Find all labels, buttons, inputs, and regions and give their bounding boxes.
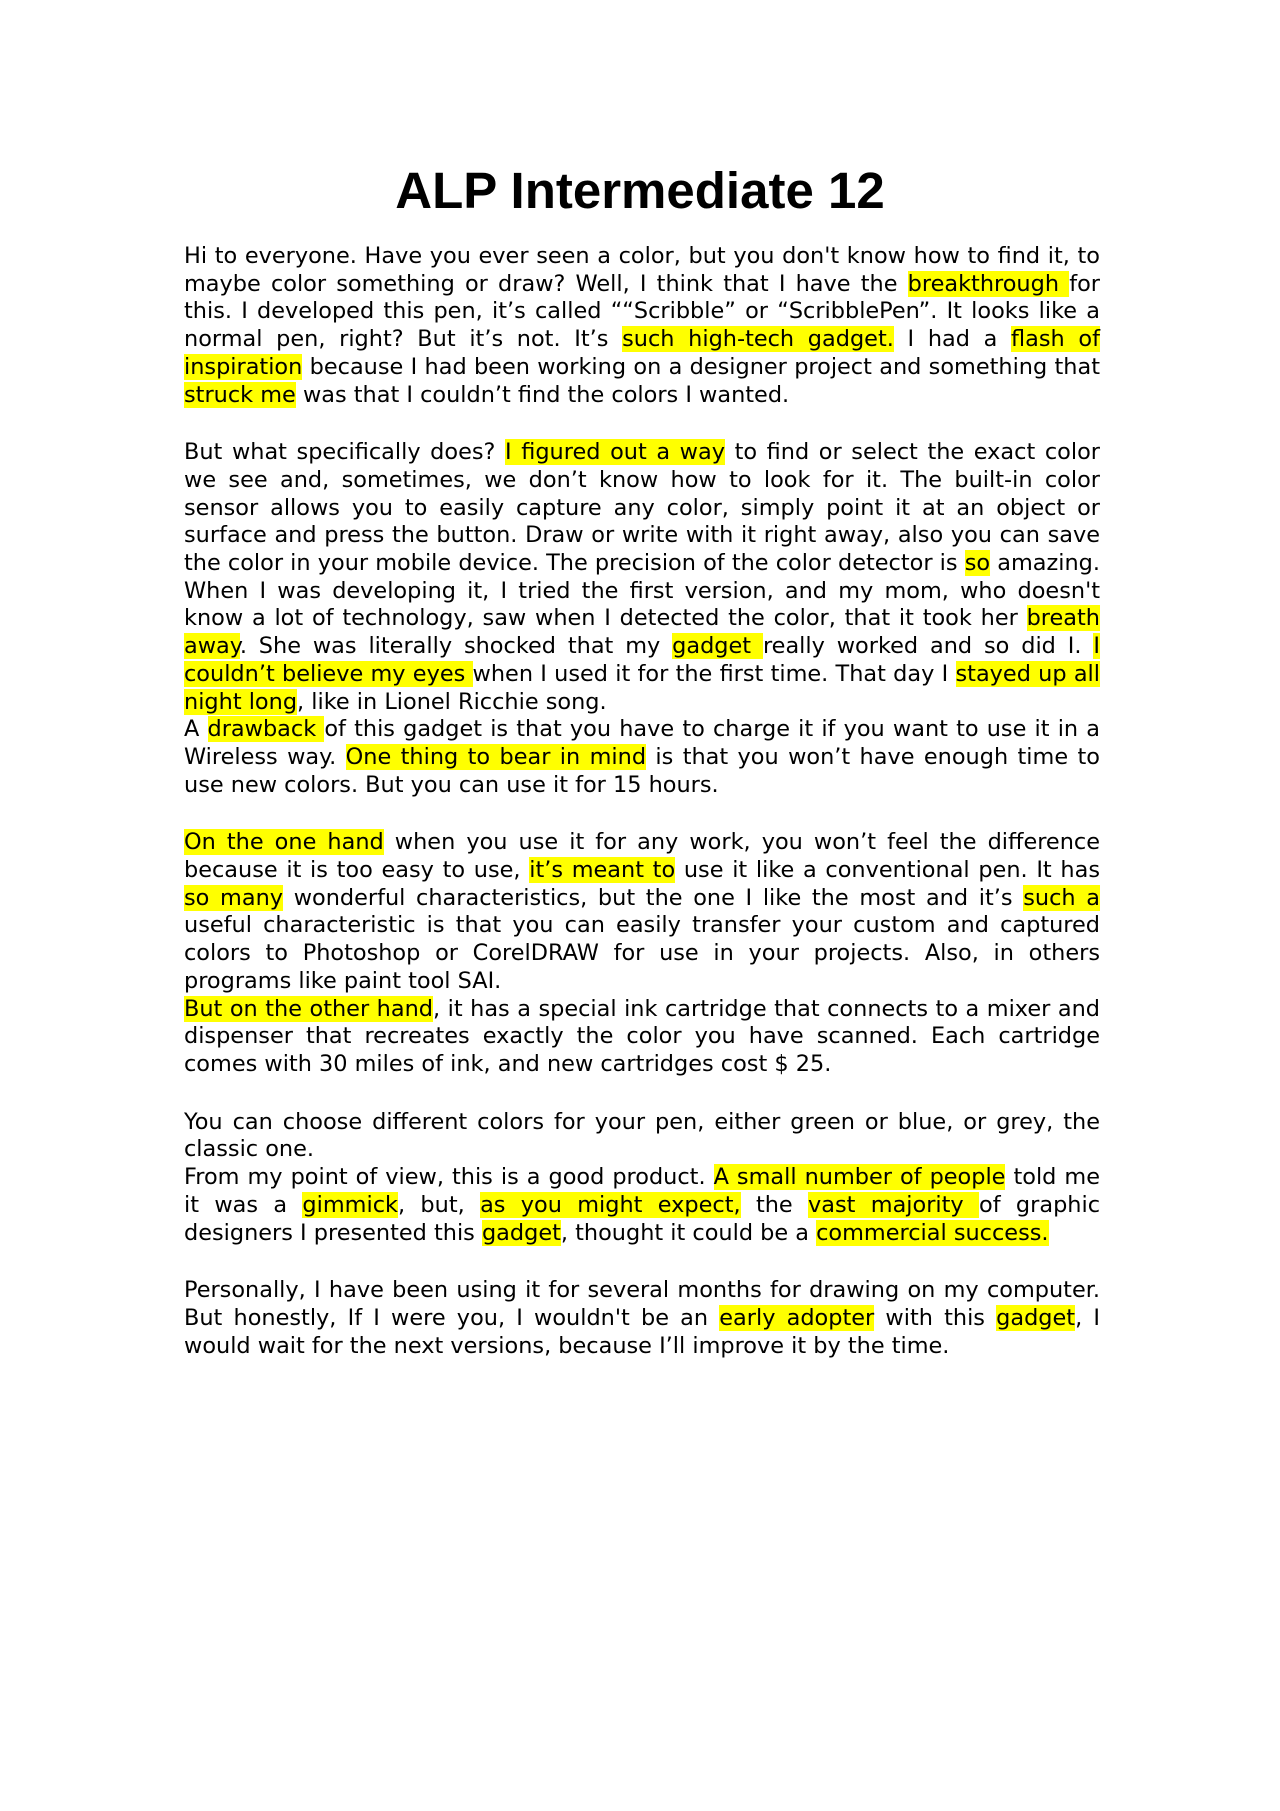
text-run: useful characteristic is that you can easily transfer your custom and captured colors to Photoshop or CorelDRAW for use in your projects. Also, in others programs like paint tool SAI. (184, 912, 1100, 994)
highlighted-phrase: A small number of people (713, 1164, 1006, 1191)
highlighted-phrase: flash of inspiration (184, 326, 1100, 380)
highlighted-phrase: I couldn’t believe my eyes (184, 633, 1100, 687)
paragraph (184, 996, 1100, 1079)
highlighted-phrase: breakthrough (907, 270, 1070, 297)
text-run: when you use it for any work, you won’t feel the difference because it is too easy to use, (184, 829, 1100, 884)
highlighted-phrase: struck me (184, 381, 296, 408)
text-run: the (740, 1191, 809, 1218)
text-run: with this (874, 1304, 997, 1331)
highlighted-phrase: breath away (184, 605, 1100, 660)
highlighted-phrase: such a (1023, 884, 1100, 911)
highlighted-phrase: such high-tech gadget. (622, 326, 894, 353)
text-run: , thought it could be a (560, 1219, 817, 1246)
highlighted-phrase: I figured out a way (505, 439, 725, 466)
paragraph (184, 1164, 1100, 1247)
text-run: You can choose different colors for your pen, either green or blue, or grey, the classic one. (184, 1108, 1100, 1163)
text-run: of this gadget is that you have to charge it if you want to use it in a Wireless way. (184, 716, 1101, 770)
text-run: for this. I developed this pen, it’s called ““Scribble” or “ScribblePen”. It looks like a normal pen, right? But it’s not. It’s (184, 270, 1100, 353)
text-run: A (184, 716, 208, 743)
text-run: , like in Lionel Ricchie song. (297, 688, 607, 715)
text-run: . She was literally shocked that my (239, 633, 673, 660)
document-body (184, 243, 1100, 1360)
text-run: I had a (893, 326, 1012, 353)
paragraph (184, 1277, 1100, 1360)
text-run: amazing. When I was developing it, I tried the first version, and my mom, who doesn't know a lot of technology, saw when I detected the color, that it took her (184, 550, 1100, 632)
highlighted-phrase: commercial success. (816, 1219, 1049, 1246)
text-run: But what specifically does? (184, 439, 506, 466)
text-run: was that I couldn’t find the colors I wanted. (295, 381, 790, 408)
highlighted-phrase: But on the other hand (184, 995, 433, 1022)
highlighted-phrase: gadget (672, 633, 763, 660)
text-run: , but, (397, 1191, 481, 1218)
paragraph (184, 1109, 1100, 1164)
highlighted-phrase: so (964, 550, 991, 577)
highlighted-phrase: it’s meant to (529, 857, 676, 884)
text-run: , it has a special ink cartridge that connects to a mixer and dispenser that recreates exactly the color you have scanned. Each cartridge comes with 30 miles of ink, and new cartridges cost $ 25. (184, 995, 1100, 1077)
text-run: Hi to everyone. Have you ever seen a color, but you don't know how to find it, to maybe color something or draw? Well, I think that I have the (184, 243, 1100, 297)
highlighted-phrase: so many (184, 884, 284, 911)
highlighted-phrase: drawback (207, 716, 325, 743)
highlighted-phrase: stayed up all night long (184, 660, 1100, 715)
text-run: , I would wait for the next versions, because I’ll improve it by the time. (184, 1304, 1100, 1359)
text-run: From my point of view, this is a good product. (184, 1164, 714, 1191)
text-run: to find or select the exact color we see and, sometimes, we don’t know how to look for it. The built-in color sensor allows you to easily capture any color, simply point it at an object or surface and press the button. Draw or write with it right away, also you can save the color in your mobile device. The precision of the color detector is (184, 439, 1100, 577)
highlighted-phrase: as you might expect, (480, 1191, 741, 1218)
highlighted-phrase: early adopter (719, 1304, 875, 1331)
text-run: because I had been working on a designer project and something that (302, 353, 1100, 380)
text-run: of graphic designers I presented this (184, 1191, 1101, 1246)
paragraph (184, 439, 1100, 716)
highlighted-phrase: gadget (996, 1304, 1076, 1331)
highlighted-phrase: gimmick (302, 1191, 398, 1218)
highlighted-phrase: gadget (481, 1219, 561, 1246)
text-run: told me it was a (184, 1164, 1100, 1218)
text-run: is that you won’t have enough time to use new colors. But you can use it for 15 hours. (184, 743, 1100, 798)
text-run: Personally, I have been using it for several months for drawing on my computer. But honestly, If I were you, I wouldn't be an (184, 1277, 1100, 1331)
text-run: use it like a conventional pen. It has (675, 857, 1100, 884)
text-run: really worked and so did I. (762, 633, 1094, 660)
paragraph (184, 716, 1100, 799)
highlighted-phrase: One thing to bear in mind (345, 743, 647, 770)
page-title: ALP Intermediate 12 (395, 162, 885, 219)
highlighted-phrase: vast majority (808, 1191, 980, 1218)
highlighted-phrase: On the one hand (184, 829, 384, 856)
paragraph (184, 829, 1100, 995)
text-run: wonderful characteristics, but the one I like the most and it’s (283, 884, 1024, 911)
paragraph (184, 243, 1100, 409)
text-run: when I used it for the first time. That day I (472, 660, 956, 687)
